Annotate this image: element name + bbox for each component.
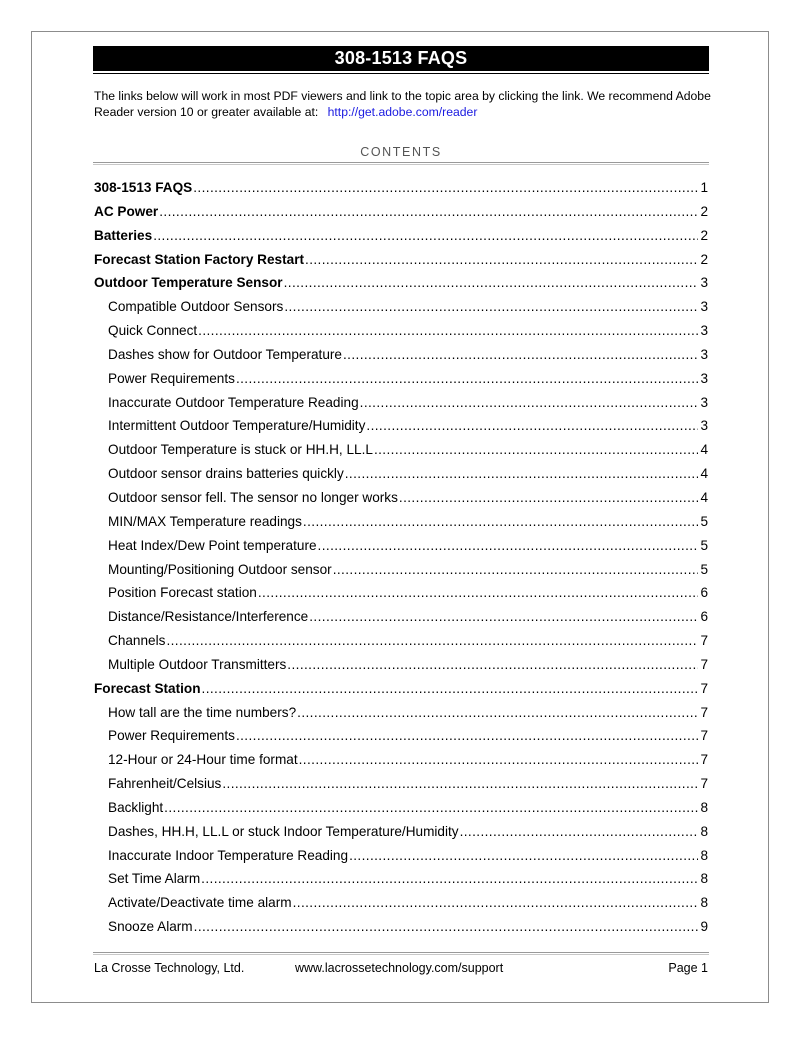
toc-entry[interactable] (94, 701, 708, 725)
toc-entry-label: Heat Index/Dew Point temperature (108, 537, 317, 553)
toc-entry-label: Intermittent Outdoor Temperature/Humidity (108, 418, 366, 434)
toc-dot-leader (193, 176, 698, 200)
footer-page-number: Page 1 (668, 961, 708, 975)
toc-entry[interactable] (94, 677, 708, 701)
toc-entry[interactable] (94, 629, 708, 653)
toc-entry-page: 8 (700, 799, 708, 815)
toc-entry[interactable] (94, 534, 708, 558)
toc-dot-leader (297, 701, 698, 725)
toc-entry-page: 5 (700, 537, 708, 553)
toc-dot-leader (293, 891, 699, 915)
toc-entry[interactable] (94, 295, 708, 319)
toc-entry-page: 4 (700, 489, 708, 505)
toc-entry[interactable] (94, 176, 708, 200)
toc-dot-leader (284, 271, 699, 295)
toc-entry-label: Outdoor sensor fell. The sensor no longer works (108, 489, 398, 505)
toc-dot-leader (299, 748, 699, 772)
toc-entry-label: Fahrenheit/Celsius (108, 776, 222, 792)
toc-entry-page: 6 (700, 585, 708, 601)
toc-entry[interactable] (94, 391, 708, 415)
toc-dot-leader (202, 677, 699, 701)
toc-entry[interactable] (94, 510, 708, 534)
toc-entry-page: 8 (700, 847, 708, 863)
toc-entry-page: 4 (700, 466, 708, 482)
toc-entry-label: Compatible Outdoor Sensors (108, 299, 284, 315)
toc-entry[interactable] (94, 772, 708, 796)
toc-dot-leader (166, 629, 698, 653)
toc-entry-page: 7 (700, 656, 708, 672)
toc-entry[interactable] (94, 271, 708, 295)
toc-entry-label: Outdoor Temperature Sensor (94, 275, 283, 291)
toc-entry-page: 5 (700, 513, 708, 529)
toc-entry-page: 7 (700, 728, 708, 744)
toc-entry[interactable] (94, 915, 708, 939)
toc-entry-label: Quick Connect (108, 323, 198, 339)
toc-dot-leader (460, 820, 699, 844)
toc-entry[interactable] (94, 844, 708, 868)
toc-dot-leader (222, 772, 698, 796)
toc-dot-leader (303, 510, 699, 534)
toc-entry-label: Multiple Outdoor Transmitters (108, 656, 287, 672)
contents-heading: CONTENTS (360, 145, 442, 159)
toc-entry-label: Distance/Resistance/Interference (108, 609, 309, 625)
toc-entry-label: Outdoor Temperature is stuck or HH.H, LL.L (108, 442, 373, 458)
toc-entry[interactable] (94, 367, 708, 391)
toc-entry[interactable] (94, 248, 708, 272)
footer-website: www.lacrossetechnology.com/support (295, 961, 504, 975)
toc-entry-label: Backlight (108, 799, 164, 815)
toc-entry-label: Activate/Deactivate time alarm (108, 895, 292, 911)
toc-entry-label: AC Power (94, 203, 159, 219)
toc-entry[interactable] (94, 438, 708, 462)
contents-divider (93, 162, 709, 163)
toc-dot-leader (366, 414, 698, 438)
toc-entry-label: Power Requirements (108, 370, 235, 386)
toc-entry-page: 3 (700, 323, 708, 339)
toc-entry-page: 3 (700, 299, 708, 315)
toc-entry-page: 2 (700, 203, 708, 219)
toc-entry-page: 2 (700, 251, 708, 267)
intro-text: The links below will work in most PDF viewers and link to the topic area by clicking the link. We recommend Adobe Reader version 10 or greater available at: (94, 89, 711, 119)
toc-entry-label: Power Requirements (108, 728, 235, 744)
toc-entry[interactable] (94, 867, 708, 891)
toc-entry-label: Set Time Alarm (108, 871, 201, 887)
toc-dot-leader (287, 653, 698, 677)
toc-entry[interactable] (94, 200, 708, 224)
toc-dot-leader (399, 486, 699, 510)
toc-entry[interactable] (94, 796, 708, 820)
toc-entry-label: Snooze Alarm (108, 919, 193, 935)
toc-entry-label: Inaccurate Outdoor Temperature Reading (108, 394, 359, 410)
toc-entry-label: Inaccurate Indoor Temperature Reading (108, 847, 349, 863)
toc-entry[interactable] (94, 414, 708, 438)
toc-entry-page: 1 (700, 180, 708, 195)
toc-entry-page: 9 (700, 919, 708, 935)
toc-dot-leader (194, 915, 699, 939)
toc-entry-page: 7 (700, 776, 708, 792)
intro-paragraph (94, 88, 714, 120)
toc-entry[interactable] (94, 820, 708, 844)
toc-entry-label: Outdoor sensor drains batteries quickly (108, 466, 344, 482)
toc-entry-page: 7 (700, 704, 708, 720)
toc-entry-label: 308-1513 FAQS (94, 180, 193, 195)
toc-entry[interactable] (94, 891, 708, 915)
toc-dot-leader (343, 343, 698, 367)
toc-entry-label: Channels (108, 633, 166, 649)
toc-entry[interactable] (94, 462, 708, 486)
toc-entry-page: 8 (700, 871, 708, 887)
toc-entry-label: Forecast Station Factory Restart (94, 251, 305, 267)
toc-entry-page: 3 (700, 394, 708, 410)
toc-entry-label: Dashes show for Outdoor Temperature (108, 346, 342, 362)
toc-entry[interactable] (94, 558, 708, 582)
toc-entry[interactable] (94, 724, 708, 748)
toc-dot-leader (374, 438, 698, 462)
toc-dot-leader (159, 200, 698, 224)
toc-entry-page: 3 (700, 418, 708, 434)
toc-entry-page: 3 (700, 370, 708, 386)
toc-entry-label: Mounting/Positioning Outdoor sensor (108, 561, 332, 577)
toc-dot-leader (164, 796, 698, 820)
toc-entry[interactable] (94, 581, 708, 605)
toc-entry[interactable] (94, 486, 708, 510)
toc-entry-label: Forecast Station (94, 680, 201, 696)
toc-dot-leader (349, 844, 698, 868)
toc-dot-leader (201, 867, 698, 891)
footer-company: La Crosse Technology, Ltd. (94, 961, 245, 975)
toc-entry-page: 5 (700, 561, 708, 577)
toc-entry-label: MIN/MAX Temperature readings (108, 513, 302, 529)
toc-entry[interactable] (94, 653, 708, 677)
toc-entry-label: Dashes, HH.H, LL.L or stuck Indoor Temperature/Humidity (108, 823, 459, 839)
toc-dot-leader (318, 534, 699, 558)
toc-entry-page: 6 (700, 609, 708, 625)
toc-dot-leader (153, 224, 698, 248)
toc-dot-leader (360, 391, 699, 415)
title-underline (93, 73, 709, 74)
toc-entry-page: 3 (700, 275, 708, 291)
toc-dot-leader (284, 295, 698, 319)
table-of-contents (94, 176, 708, 939)
toc-dot-leader (258, 581, 699, 605)
toc-entry-page: 2 (700, 227, 708, 243)
toc-entry-label: Batteries (94, 227, 153, 243)
toc-entry[interactable] (94, 343, 708, 367)
toc-entry-page: 4 (700, 442, 708, 458)
toc-entry-page: 8 (700, 895, 708, 911)
adobe-reader-link[interactable]: http://get.adobe.com/reader (327, 105, 478, 119)
toc-entry[interactable] (94, 319, 708, 343)
toc-dot-leader (236, 724, 699, 748)
toc-entry-page: 3 (700, 346, 708, 362)
toc-entry-label: Position Forecast station (108, 585, 257, 601)
toc-entry-label: How tall are the time numbers? (108, 704, 297, 720)
toc-entry[interactable] (94, 748, 708, 772)
toc-dot-leader (345, 462, 699, 486)
toc-entry-page: 7 (700, 680, 708, 696)
toc-dot-leader (198, 319, 698, 343)
document-title: 308-1513 FAQS (93, 46, 709, 71)
toc-dot-leader (305, 248, 698, 272)
toc-entry-page: 7 (700, 752, 708, 768)
footer-divider (93, 952, 709, 953)
toc-entry-label: 12-Hour or 24-Hour time format (108, 752, 298, 768)
toc-dot-leader (333, 558, 699, 582)
toc-dot-leader (309, 605, 698, 629)
toc-entry-page: 8 (700, 823, 708, 839)
toc-dot-leader (236, 367, 699, 391)
toc-entry[interactable] (94, 605, 708, 629)
toc-entry-page: 7 (700, 633, 708, 649)
toc-entry[interactable] (94, 224, 708, 248)
